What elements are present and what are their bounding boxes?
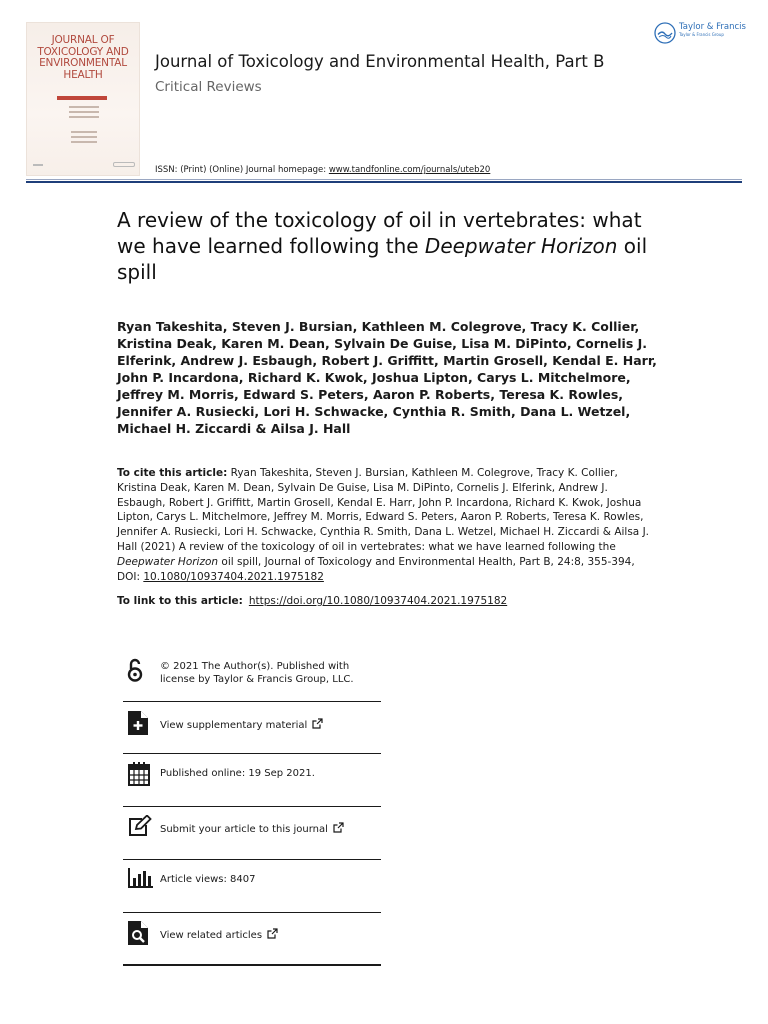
header-rule — [26, 181, 742, 183]
cover-accent-bar — [57, 96, 107, 100]
related-label: View related articles — [160, 930, 263, 941]
issn-line — [155, 165, 490, 175]
publisher-logo-icon — [654, 22, 676, 44]
cover-publisher-mark — [113, 162, 135, 167]
cover-title: JOURNAL OF TOXICOLOGY AND ENVIRONMENTAL HEALTH — [37, 34, 129, 81]
article-link-line — [117, 595, 507, 607]
related-search-icon — [128, 921, 148, 945]
open-access-icon — [125, 657, 145, 683]
journal-subtitle: Critical Reviews — [155, 79, 262, 95]
publisher-name: Taylor & Francis — [679, 22, 746, 32]
divider — [123, 912, 381, 913]
published-online-item — [123, 762, 381, 792]
views-count: Article views: 8407 — [160, 874, 256, 885]
external-link-icon — [333, 822, 344, 833]
calendar-icon — [128, 762, 150, 786]
external-link-icon — [312, 718, 323, 729]
article-title: A review of the toxicology of oil in vertebrates: what we have learned following the Deepwater Horizon oil spill — [117, 208, 648, 284]
external-link-icon — [267, 928, 278, 939]
header-rule-thin — [26, 179, 742, 180]
divider — [123, 753, 381, 754]
divider — [123, 964, 381, 966]
citation-label: To cite this article: — [117, 467, 228, 479]
license-text: © 2021 The Author(s). Published with license by Taylor & Francis Group, LLC. — [160, 661, 354, 685]
divider — [123, 806, 381, 807]
doi-link[interactable]: 10.1080/10937404.2021.1975182 — [143, 570, 324, 583]
link-label: To link to this article: — [117, 595, 243, 607]
submit-article-item[interactable] — [123, 815, 381, 845]
citation-block: To cite this article: Ryan Takeshita, Steven J. Bursian, Kathleen M. Colegrove, Tracy K. Collier, Kristina Deak, Karen M. Dean, Sylvain De Guise, Lisa M. DiPinto, Cornelis J. Elferink, Andrew J. Esbaugh, Robert J. Griffitt, Martin Grosell, Kendal E. Harr, John P. Incardona, Richard K. Kwok, Joshua Lipton, Carys L. Mitchelmore, Jeffrey M. Morris, Edward S. Peters, Aaron P. Roberts, Teresa K. Rowles, Jennifer A. Rusiecki, Lori H. Schwacke, Cynthia R. Smith, Dana L. Wetzel, Michael H. Ziccardi & Ailsa J. Hall (2021) A review of the toxicology of oil in vertebrates: what we have learned following the Deepwater Horizon oil spill, Journal of Toxicology and Environmental Health, Part B, 24:8, 355-394, DOI: 10.1080/10937404.2021.1975182 — [117, 467, 650, 583]
issn-text: ISSN: (Print) (Online) Journal homepage: — [155, 165, 329, 175]
bar-chart-icon — [128, 868, 154, 888]
cover-text-lines — [69, 106, 99, 121]
journal-cover-image — [26, 22, 140, 176]
publisher-group: Taylor & Francis Group — [679, 32, 724, 37]
published-date: Published online: 19 Sep 2021. — [160, 768, 315, 779]
cover-text-lines — [71, 131, 97, 146]
document-plus-icon — [128, 711, 148, 735]
related-articles-item[interactable] — [123, 921, 381, 951]
cover-footer-mark — [33, 164, 43, 166]
submit-label: Submit your article to this journal — [160, 824, 328, 835]
supplementary-label: View supplementary material — [160, 720, 308, 731]
author-list: Ryan Takeshita, Steven J. Bursian, Kathleen M. Colegrove, Tracy K. Collier, Kristina Deak, Karen M. Dean, Sylvain De Guise, Lisa M. DiPinto, Cornelis J. Elferink, Andrew J. Esbaugh, Robert J. Griffitt, Martin Grosell, Kendal E. Harr, John P. Incardona, Richard K. Kwok, Joshua Lipton, Carys L. Mitchelmore, Jeffrey M. Morris, Edward S. Peters, Aaron P. Roberts, Teresa K. Rowles, Jennifer A. Rusiecki, Lori H. Schwacke, Cynthia R. Smith, Dana L. Wetzel, Michael H. Ziccardi & Ailsa J. Hall — [117, 319, 657, 436]
divider — [123, 701, 381, 702]
journal-homepage-link[interactable]: www.tandfonline.com/journals/uteb20 — [328, 165, 491, 175]
article-doi-url[interactable]: https://doi.org/10.1080/10937404.2021.1975182 — [248, 595, 508, 607]
journal-title: Journal of Toxicology and Environmental Health, Part B — [155, 52, 605, 71]
publisher-logo[interactable] — [654, 22, 746, 44]
edit-icon — [128, 815, 152, 837]
open-access-info — [123, 655, 381, 695]
article-views-item — [123, 868, 381, 898]
supplementary-material-item[interactable] — [123, 711, 381, 741]
divider — [123, 859, 381, 860]
